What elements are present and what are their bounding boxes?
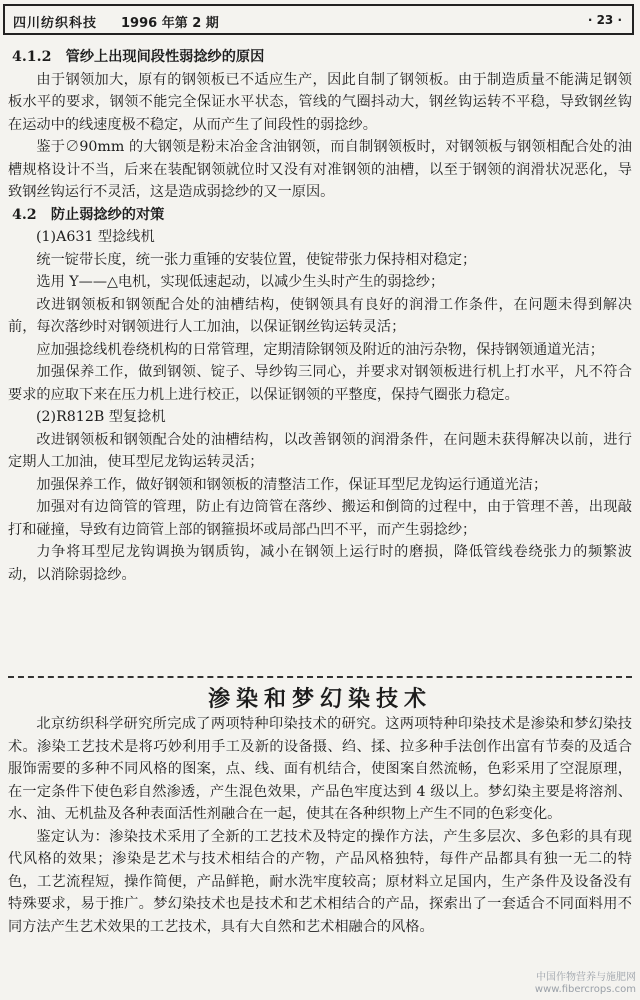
list-item: 选用 Y——△电机，实现低速起动，以减少生头时产生的弱捻纱； bbox=[36, 274, 445, 290]
section-heading-4-1-2: 4.1.2 管纱上出现间段性弱捻纱的原因 bbox=[12, 49, 265, 65]
list-item: 加强对有边筒管的管理，防止有边筒管在落纱、搬运和倒筒的过程中，由于管理不善，出现敲打和碰撞，导致有边筒管上部的钢箍损坏或局部凸凹不平，而产生弱捻纱； bbox=[8, 499, 632, 538]
journal-header bbox=[3, 4, 634, 35]
page-number: · 23 · bbox=[587, 13, 622, 27]
site-watermark bbox=[535, 972, 636, 996]
paragraph: 北京纺织科学研究所完成了两项特种印染技术的研究。这两项特种印染技术是渗染和梦幻染技术。渗染工艺技术是将巧妙利用手工及新的设备摄、绉、揉、拉多种手法创作出富有节奏的及适合服饰需要的多种不同风格的图案，点、线、面有机结合，使图案自然流畅，色彩采用了空混原理，在一定条件下使色彩自然渗透，产生混色效果，产品色牢度达到 4 级以上。梦幻染主要是将溶剂、水、油、无机盐及各种表面活性剂融合在一起，使其在各种织物上产生不同的色彩变化。 bbox=[8, 716, 632, 822]
list-item: 统一锭带长度，统一张力重锤的安装位置，使锭带张力保持相对稳定； bbox=[36, 251, 477, 268]
list-item: 改进钢领板和钢领配合处的油槽结构，以改善钢领的润滑条件，在问题未获得解决以前，进行定期人工加油，使耳型尼龙钩运转灵活； bbox=[8, 431, 632, 470]
subheading-r812b: (2)R812B 型复捻机 bbox=[36, 409, 166, 425]
paragraph: 由于钢领加大，原有的钢领板已不适应生产，因此自制了钢领板。由于制造质量不能满足钢领板水平的要求，钢领不能完全保证水平状态，管线的气圈抖动大，钢丝钩运转不平稳，导致钢丝钩在运动中的线速度极不稳定，从而产生了间段性的弱捻纱。 bbox=[8, 71, 632, 133]
section-heading-4-2: 4.2 防止弱捻纱的对策 bbox=[12, 206, 165, 223]
paragraph: 鉴于∅90mm 的大钢领是粉末冶金含油钢领，而自制钢领板时，对钢领板与钢领相配合处的油槽规格设计不当，后来在装配钢领就位时又没有对准钢领的油槽，以至于钢领的润滑状况恶化，导致钢丝钩运行不灵活，这是造成弱捻纱的又一原因。 bbox=[8, 139, 632, 200]
list-item: 应加强捻线机卷绕机构的日常管理，定期清除钢领及附近的油污杂物，保持钢领通道光洁； bbox=[36, 341, 604, 358]
paragraph: 鉴定认为：渗染技术采用了全新的工艺技术及特定的操作方法，产生多层次、多色彩的具有现代风格的效果；渗染是艺术与技术相结合的产物，产品风格独特，每件产品都具有独一无二的特色，工艺流程短，操作简便，产品鲜艳，耐水洗牢度较高；原材料立足国内，生产条件及设备没有特殊要求，易于推广。梦幻染技术也是技术和艺术相结合的产品，探索出了一套适合不同面料用不同方法产生艺术效果的工艺技术，具有大自然和艺术相融合的风格。 bbox=[8, 828, 632, 935]
article-title: 渗染和梦幻染技术 bbox=[207, 686, 432, 712]
list-item: 改进钢领板和钢领配合处的油槽结构，使钢领具有良好的润滑工作条件，在问题未得到解决前，每次落纱时对钢领进行人工加油，以保证钢丝钩运转灵活； bbox=[8, 296, 632, 335]
main-article-section bbox=[8, 46, 632, 586]
journal-issue: 1996 年第 2 期 bbox=[121, 16, 219, 31]
list-item: 加强保养工作，做到钢领、锭子、导纱钩三同心，并要求对钢领板进行机上打水平，凡不符合要求的应取下来在压力机上进行校正，以保证钢领的平整度，保持气圈张力稳定。 bbox=[8, 364, 632, 403]
second-article-section bbox=[8, 713, 632, 938]
article-divider bbox=[8, 676, 632, 678]
list-item: 加强保养工作，做好钢领和钢领板的清整洁工作，保证耳型尼龙钩运行通道光洁； bbox=[36, 476, 548, 493]
subheading-a631: (1)A631 型捻线机 bbox=[36, 229, 155, 245]
watermark-line: 中国作物营养与施肥网 bbox=[536, 972, 636, 983]
list-item: 力争将耳型尼龙钩调换为钢质钩，减小在钢领上运行时的磨损，降低管线卷绕张力的频繁波动，以消除弱捻纱。 bbox=[8, 544, 632, 583]
watermark-url: www.fibercrops.com bbox=[534, 984, 636, 995]
journal-name: 四川纺织科技 bbox=[13, 16, 98, 31]
